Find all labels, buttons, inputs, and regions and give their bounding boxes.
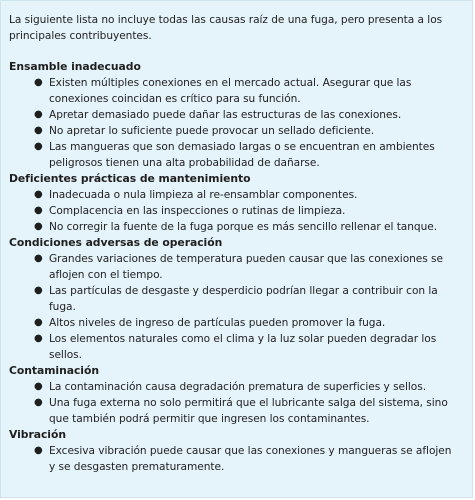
- list-item-text: Complacencia en las inspecciones o rutinas de limpieza.: [49, 205, 346, 217]
- section-improper-assembly: [9, 59, 460, 171]
- bullet-icon: ●: [34, 333, 43, 344]
- list-item: [34, 443, 460, 475]
- section-heading: Deficientes prácticas de mantenimiento: [9, 172, 251, 185]
- section-poor-maintenance: [9, 171, 460, 235]
- list-item-text: Grandes variaciones de temperatura pueden causar que las conexiones se aflojen con el tiempo.: [49, 253, 443, 281]
- list-item: [34, 107, 460, 123]
- section-contamination: [9, 363, 460, 427]
- bullet-icon: ●: [34, 381, 43, 392]
- list-item: [34, 203, 460, 219]
- list-item-text: No corregir la fuente de la fuga porque es más sencillo rellenar el tanque.: [49, 221, 438, 233]
- list-item: [34, 331, 460, 363]
- list-item-text: Los elementos naturales como el clima y la luz solar pueden degradar los sellos.: [49, 333, 437, 361]
- list-item: [34, 283, 460, 315]
- bullet-icon: ●: [34, 221, 43, 232]
- intro-text: La siguiente lista no incluye todas las causas raíz de una fuga, pero presenta a los principales contribuyentes.: [9, 14, 443, 42]
- bullet-icon: ●: [34, 109, 43, 120]
- list-item-text: Las mangueras que son demasiado largas o se encuentran en ambientes peligrosos tienen una alta probabilidad de dañarse.: [49, 141, 435, 169]
- list-item-text: Las partículas de desgaste y desperdicio podrían llegar a contribuir con la fuga.: [49, 285, 438, 313]
- section-vibration: [9, 427, 460, 475]
- list-item-text: La contaminación causa degradación prematura de superficies y sellos.: [49, 381, 427, 393]
- bullet-icon: ●: [34, 253, 43, 264]
- section-heading: Vibración: [9, 428, 66, 441]
- list-item: [34, 219, 460, 235]
- list-item: [34, 123, 460, 139]
- list-item: [34, 251, 460, 283]
- bullet-icon: ●: [34, 77, 43, 88]
- bullet-icon: ●: [34, 205, 43, 216]
- list-item: [34, 139, 460, 171]
- item-list: [9, 75, 460, 171]
- list-item-text: Inadecuada o nula limpieza al re-ensamblar componentes.: [49, 189, 358, 201]
- list-item: [34, 379, 460, 395]
- list-item-text: Existen múltiples conexiones en el mercado actual. Asegurar que las conexiones coincidan es crítico para su función.: [49, 77, 412, 105]
- list-item: [34, 75, 460, 107]
- section-heading: Ensamble inadecuado: [9, 60, 141, 73]
- list-item: [34, 315, 460, 331]
- item-list: [9, 251, 460, 363]
- item-list: [9, 187, 460, 235]
- section-heading: Condiciones adversas de operación: [9, 236, 223, 249]
- bullet-icon: ●: [34, 397, 43, 408]
- list-item-text: Altos niveles de ingreso de partículas pueden promover la fuga.: [49, 317, 386, 329]
- list-item-text: No apretar lo suficiente puede provocar un sellado deficiente.: [49, 125, 375, 137]
- list-item-text: Excesiva vibración puede causar que las conexiones y mangueras se aflojen y se desgasten prematuramente.: [49, 445, 452, 473]
- bullet-icon: ●: [34, 125, 43, 136]
- bullet-icon: ●: [34, 189, 43, 200]
- item-list: [9, 443, 460, 475]
- section-adverse-conditions: [9, 235, 460, 363]
- list-item-text: Una fuga externa no solo permitirá que el lubricante salga del sistema, sino que también podrá permitir que ingresen los contaminantes.: [49, 397, 448, 425]
- bullet-icon: ●: [34, 445, 43, 456]
- section-heading: Contaminación: [9, 364, 99, 377]
- item-list: [9, 379, 460, 427]
- list-item-text: Apretar demasiado puede dañar las estructuras de las conexiones.: [49, 109, 402, 121]
- list-item: [34, 395, 460, 427]
- list-item: [34, 187, 460, 203]
- bullet-icon: ●: [34, 285, 43, 296]
- bullet-icon: ●: [34, 141, 43, 152]
- bullet-icon: ●: [34, 317, 43, 328]
